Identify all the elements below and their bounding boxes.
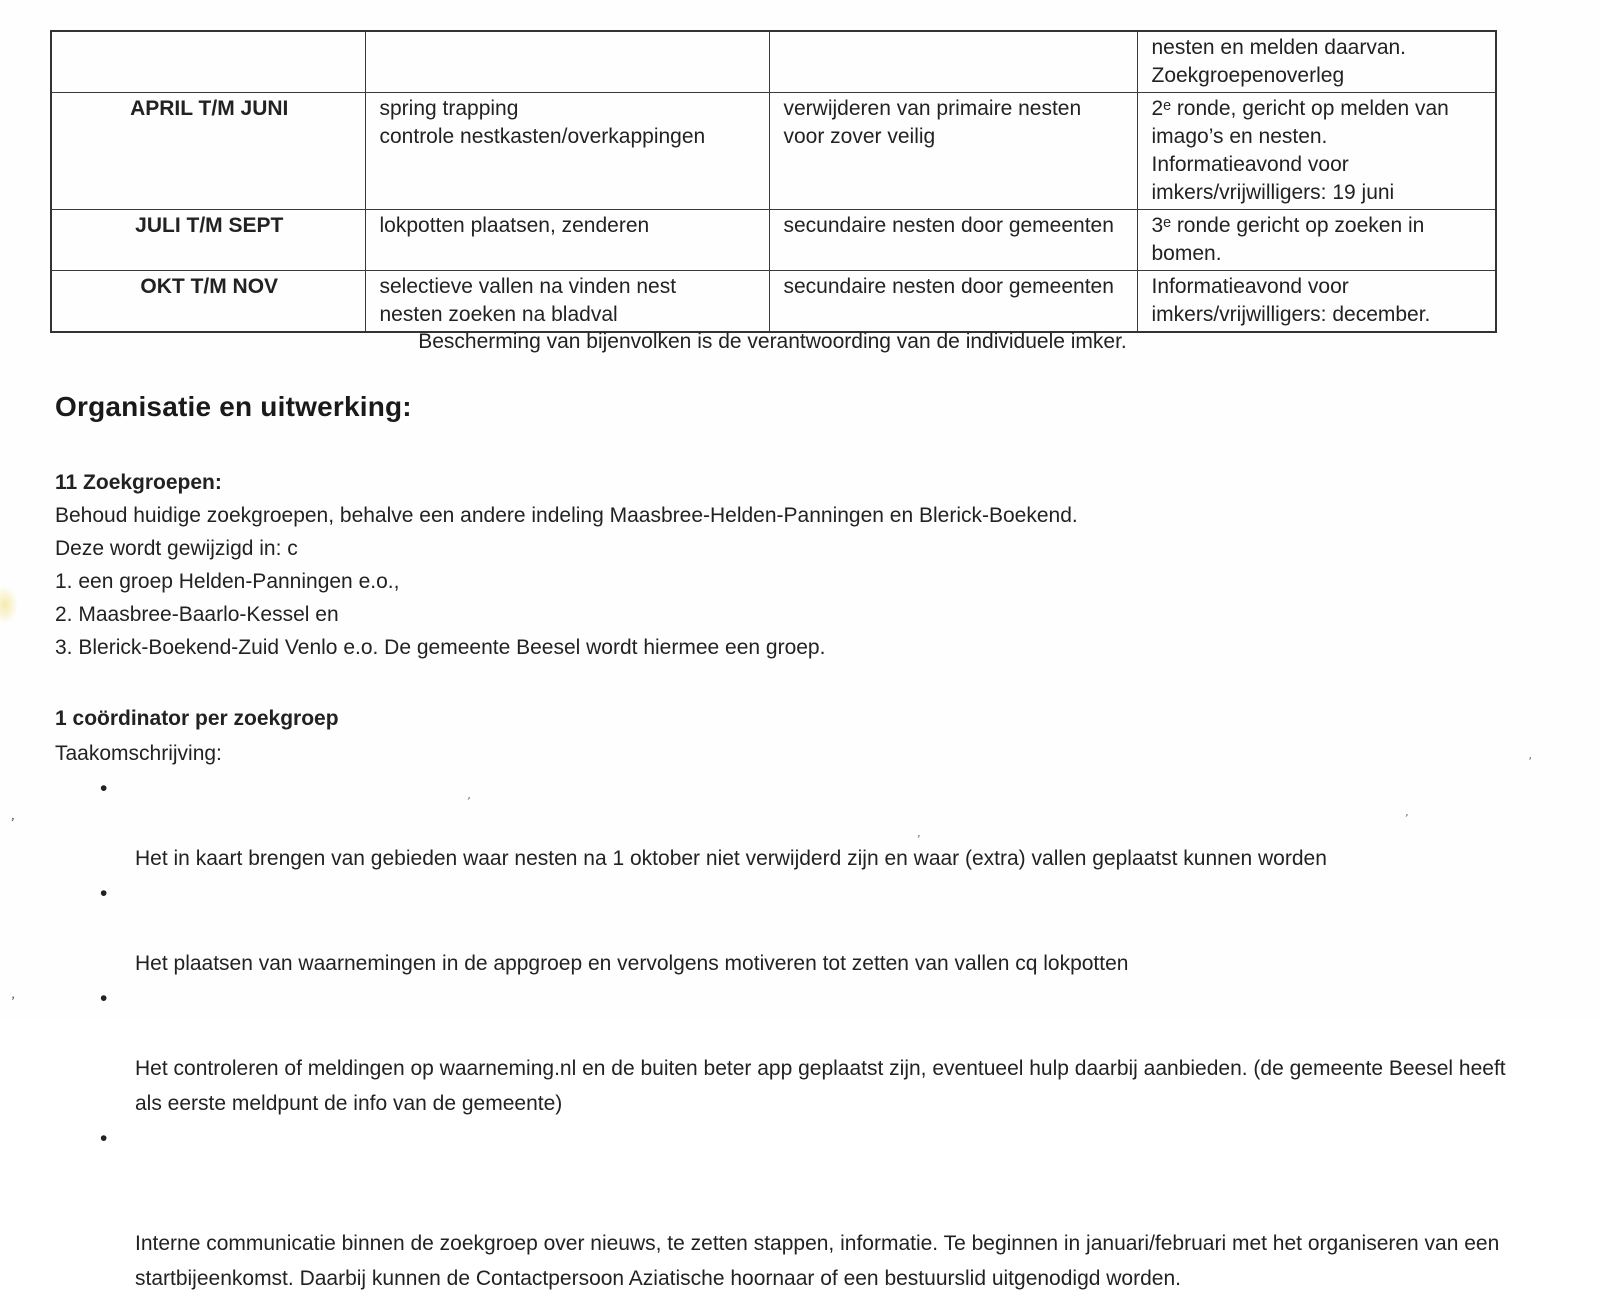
table-row [51,31,1496,93]
notes-cell: 2ᵉ ronde, gericht op melden van imago’s en nesten. Informatieavond voor imkers/vrijwilligers: 19 juni [1137,93,1496,210]
task-text: Het controleren of meldingen op waarneming.nl en de buiten beter app geplaatst zijn, eventueel hulp daarbij aanbieden. (de gemeente Beesel heeft als eerste meldpunt de info van de gemeente) [135,1057,1506,1115]
task-list [55,771,1555,1296]
removal-cell [769,31,1137,93]
notes-cell: Informatieavond voor imkers/vrijwilligers: december. [1137,271,1496,333]
task-text: Het plaatsen van waarnemingen in de appgroep en vervolgens motiveren tot zetten van vallen cq lokpotten [135,952,1129,975]
zoekgroepen-title: 11 Zoekgroepen: [55,471,222,494]
table-row [51,210,1496,271]
coordinator-subtitle: Taakomschrijving: [55,742,222,765]
task-list-item [55,981,1555,1121]
bullet-dot-icon: • [100,987,108,1010]
scan-speck-artifact: ‚ [10,984,17,1003]
task-list-item [55,1121,1555,1296]
task-list-item [55,771,1555,876]
schedule-table [50,30,1497,333]
bullet-dot-icon: • [100,777,108,800]
table-row [51,93,1496,210]
notes-cell: 3ᵉ ronde gericht op zoeken in bomen. [1137,210,1496,271]
activities-cell: selectieve vallen na vinden nest nesten zoeken na bladval [365,271,769,333]
scan-speck-artifact: ’ [1400,811,1410,825]
zoekgroepen-section [55,466,1555,664]
task-text: Het in kaart brengen van gebieden waar nesten na 1 oktober niet verwijderd zijn en waar (extra) vallen geplaatst kunnen worden [135,847,1327,870]
task-text: Interne communicatie binnen de zoekgroep over nieuws, te zetten stappen, informatie. Te beginnen in januari/februari met het organiseren van een startbijeenkomst. Daarbij kunnen de Contactpersoon Aziatische hoornaar of een bestuurslid uitgenodigd worden. [135,1232,1500,1290]
scan-smudge-artifact [0,586,18,624]
notes-cell: nesten en melden daarvan. Zoekgroepenoverleg [1137,31,1496,93]
task-list-item [55,876,1555,981]
period-cell: OKT T/M NOV [51,271,365,333]
period-cell: APRIL T/M JUNI [51,93,365,210]
zoekgroepen-line: 3. Blerick-Boekend-Zuid Venlo e.o. De gemeente Beesel wordt hiermee een groep. [55,636,826,659]
scan-speck-artifact: ’ [462,794,472,808]
activities-cell: spring trapping controle nestkasten/overkappingen [365,93,769,210]
bullet-dot-icon: • [100,882,108,905]
zoekgroepen-line: 1. een groep Helden-Panningen e.o., [55,570,400,593]
zoekgroepen-line: 2. Maasbree-Baarlo-Kessel en [55,603,339,626]
activities-cell [365,31,769,93]
period-cell: JULI T/M SEPT [51,210,365,271]
scan-speck-artifact: ’ [7,814,16,833]
scan-speck-artifact: ’ [1526,753,1533,770]
section-heading: Organisatie en uitwerking: [55,391,412,422]
period-cell [51,31,365,93]
bullet-dot-icon: • [100,1127,108,1150]
removal-cell: verwijderen van primaire nesten voor zover veilig [769,93,1137,210]
table-row [51,271,1496,333]
activities-cell: lokpotten plaatsen, zenderen [365,210,769,271]
table-caption: Bescherming van bijenvolken is de verantwoording van de individuele imker. [418,330,1127,353]
zoekgroepen-line: Deze wordt gewijzigd in: c [55,537,298,560]
zoekgroepen-line: Behoud huidige zoekgroepen, behalve een andere indeling Maasbree-Helden-Panningen en Blerick-Boekend. [55,504,1078,527]
coordinator-section [55,701,1555,1296]
removal-cell: secundaire nesten door gemeenten [769,210,1137,271]
removal-cell: secundaire nesten door gemeenten [769,271,1137,333]
coordinator-title: 1 coördinator per zoekgroep [55,707,339,730]
scan-speck-artifact: ’ [912,832,922,846]
